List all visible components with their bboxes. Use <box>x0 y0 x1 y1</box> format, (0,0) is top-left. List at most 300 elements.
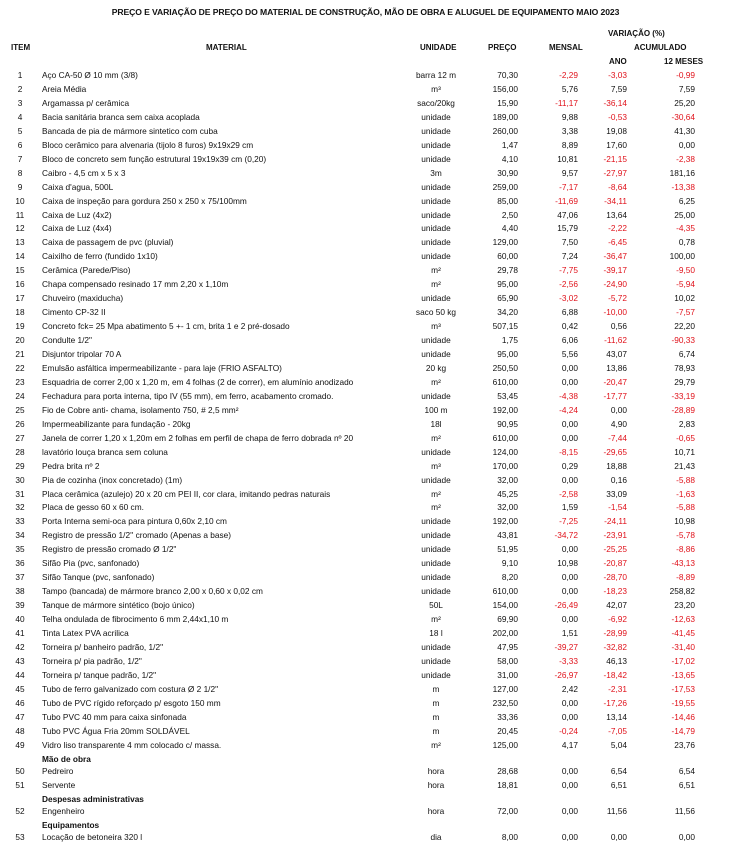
row-change-12-months: -9,50 <box>676 265 695 276</box>
row-price: 31,00 <box>497 669 518 680</box>
row-material: Caixa de Luz (4x2) <box>42 209 112 220</box>
row-change-monthly: 9,57 <box>561 167 578 178</box>
row-change-year: -18,42 <box>603 669 627 680</box>
row-material: Torneira p/ pia padrão, 1/2" <box>42 655 142 666</box>
row-price: 90,95 <box>497 418 518 429</box>
row-unit: 50L <box>429 600 443 611</box>
row-price: 260,00 <box>492 125 518 136</box>
row-change-year: -18,23 <box>603 586 627 597</box>
row-material: Bloco de concreto sem função estrutural 19x19x39 cm (0,20) <box>42 153 267 164</box>
row-change-year: -36,14 <box>603 97 627 108</box>
row-material: Registro de pressão 1/2'' cromado (Apenas a base) <box>42 530 232 541</box>
table-row <box>0 235 731 249</box>
row-change-year: -39,17 <box>603 265 627 276</box>
row-change-year: -6,92 <box>608 614 627 625</box>
row-price: 156,00 <box>492 83 518 94</box>
row-change-12-months: 6,25 <box>678 195 695 206</box>
table-row <box>0 319 731 333</box>
row-change-12-months: -5,94 <box>676 279 695 290</box>
row-material: Caibro - 4,5 cm x 5 x 3 <box>42 167 126 178</box>
table-row <box>0 347 731 361</box>
row-change-12-months: 6,54 <box>678 765 695 776</box>
row-unit: unidade <box>421 544 451 555</box>
report-title: PREÇO E VARIAÇÃO DE PREÇO DO MATERIAL DE CONSTRUÇÃO, MÃO DE OBRA E ALUGUEL DE EQUIPAMENTO MAIO 2023 <box>111 7 620 17</box>
row-price: 69,90 <box>497 614 518 625</box>
row-unit: hora <box>427 779 445 790</box>
section-heading: Despesas administrativas <box>42 793 144 804</box>
section-heading: Equipamentos <box>42 820 100 830</box>
row-change-year: -34,11 <box>604 195 627 206</box>
row-unit: dia <box>430 832 442 843</box>
row-change-monthly: 0,00 <box>561 432 578 443</box>
row-change-12-months: -8,86 <box>676 544 695 555</box>
row-unit: m <box>432 725 440 736</box>
row-item-number: 22 <box>15 362 25 373</box>
row-change-year: 0,00 <box>610 404 627 415</box>
row-material: Telha ondulada de fibrocimento 6 mm 2,44x1,10 m <box>42 614 229 625</box>
table-row <box>0 724 731 738</box>
row-item-number: 49 <box>15 739 25 750</box>
row-material: Pia de cozinha (inox concretado) (1m) <box>42 474 183 485</box>
header-ano: ANO <box>609 57 627 66</box>
row-change-year: -21,15 <box>603 153 627 164</box>
row-change-monthly: 2,42 <box>561 683 578 694</box>
row-change-year: -27,97 <box>603 167 627 178</box>
table-row <box>0 138 731 152</box>
table-row <box>0 778 731 792</box>
row-change-12-months: -13,38 <box>671 181 695 192</box>
row-unit: m² <box>431 432 441 443</box>
table-row <box>0 110 731 124</box>
row-item-number: 38 <box>15 586 25 597</box>
row-change-12-months: -14,79 <box>671 725 695 736</box>
row-unit: m³ <box>431 460 441 471</box>
table-row <box>0 804 731 818</box>
row-change-year: -36,47 <box>603 251 627 262</box>
row-change-monthly: 5,56 <box>561 349 578 359</box>
row-change-12-months: -31,40 <box>671 641 695 652</box>
header-preco: PREÇO <box>488 43 517 52</box>
row-item-number: 30 <box>15 474 25 485</box>
row-change-monthly: 6,06 <box>561 335 578 346</box>
row-price: 85,00 <box>497 195 518 206</box>
row-unit: saco/20kg <box>417 97 455 108</box>
row-change-monthly: 0,42 <box>561 321 578 332</box>
section-heading: Mão de obra <box>42 753 91 764</box>
row-price: 259,00 <box>492 181 518 192</box>
row-change-monthly: 0,00 <box>561 614 578 625</box>
row-change-monthly: -11,17 <box>555 97 578 108</box>
row-price: 47,95 <box>497 641 518 652</box>
row-change-year: -32,82 <box>603 641 627 652</box>
row-change-year: 6,51 <box>610 779 627 790</box>
row-unit: unidade <box>421 669 451 680</box>
row-unit: m <box>432 683 440 694</box>
row-change-12-months: -13,65 <box>671 669 695 680</box>
row-change-monthly: 7,24 <box>561 251 578 262</box>
row-material: Concreto fck= 25 Mpa abatimento 5 +- 1 cm, brita 1 e 2 pré-dosado <box>42 321 290 332</box>
table-row <box>0 514 731 528</box>
row-item-number: 16 <box>15 279 25 290</box>
row-change-year: -10,00 <box>603 307 627 318</box>
row-change-year: 33,09 <box>606 488 627 499</box>
row-material: Aço CA-50 Ø 10 mm (3/8) <box>42 70 138 80</box>
table-row <box>0 487 731 501</box>
table-row <box>0 556 731 570</box>
row-item-number: 24 <box>15 390 25 401</box>
row-unit: m³ <box>431 83 441 94</box>
row-material: Disjuntor tripolar 70 A <box>42 349 122 359</box>
table-row <box>0 403 731 417</box>
table-row <box>0 542 731 556</box>
row-unit: unidade <box>421 516 451 527</box>
row-price: 8,20 <box>501 572 518 583</box>
row-material: Caixa de passagem de pvc (pluvial) <box>42 237 174 248</box>
row-unit: m² <box>431 376 441 387</box>
row-material: Tanque de mármore sintético (bojo único) <box>42 600 195 611</box>
row-change-12-months: -12,63 <box>671 614 695 625</box>
row-material: Placa de gesso 60 x 60 cm. <box>42 502 144 513</box>
row-change-monthly: -26,97 <box>554 669 578 680</box>
row-material: Impermeabilizante para fundação - 20kg <box>42 418 191 429</box>
table-row <box>0 626 731 640</box>
row-item-number: 40 <box>15 614 25 625</box>
row-unit: m² <box>431 279 441 290</box>
row-change-monthly: -2,29 <box>559 70 578 80</box>
header-item: ITEM <box>11 43 31 52</box>
row-item-number: 43 <box>15 655 25 666</box>
table-row <box>0 764 731 778</box>
table-row <box>0 180 731 194</box>
row-change-12-months: 11,56 <box>674 806 695 817</box>
row-change-12-months: 6,74 <box>678 349 695 359</box>
row-change-monthly: -11,69 <box>555 195 578 206</box>
row-change-monthly: 1,59 <box>561 502 578 513</box>
row-change-year: -7,44 <box>608 432 627 443</box>
row-change-12-months: 25,20 <box>674 97 695 108</box>
row-unit: barra 12 m <box>415 70 457 80</box>
table-row <box>0 431 731 445</box>
table-row <box>0 375 731 389</box>
row-material: Cerâmica (Parede/Piso) <box>42 265 131 276</box>
table-row <box>0 738 731 752</box>
row-item-number: 29 <box>15 460 25 471</box>
row-unit: 18l <box>430 418 442 429</box>
row-change-monthly: 10,98 <box>557 558 578 569</box>
row-material: Esquadria de correr 2,00 x 1,20 m, em 4 folhas (2 de correr), em alumínio anodizado <box>42 376 354 387</box>
row-price: 4,40 <box>501 223 518 234</box>
row-change-year: -6,45 <box>608 237 627 248</box>
table-row <box>0 82 731 96</box>
row-price: 507,15 <box>492 321 518 332</box>
row-material: lavatório louça branca sem coluna <box>42 446 168 457</box>
row-change-12-months: 258,82 <box>669 586 695 597</box>
row-price: 170,00 <box>492 460 518 471</box>
row-change-12-months: 78,93 <box>674 362 695 373</box>
row-change-12-months: 181,16 <box>669 167 695 178</box>
row-item-number: 34 <box>15 530 25 541</box>
row-price: 232,50 <box>492 697 518 708</box>
row-change-monthly: 0,00 <box>561 474 578 485</box>
row-price: 20,45 <box>497 725 518 736</box>
table-row <box>0 263 731 277</box>
row-unit: m² <box>431 739 441 750</box>
row-unit: unidade <box>421 195 451 206</box>
row-change-monthly: -26,49 <box>554 600 578 611</box>
table-row <box>0 417 731 431</box>
row-price: 192,00 <box>492 516 518 527</box>
row-item-number: 35 <box>15 544 25 555</box>
table-row <box>0 445 731 459</box>
row-change-year: -23,91 <box>603 530 627 541</box>
table-row <box>0 473 731 487</box>
row-unit: m² <box>431 488 441 499</box>
row-unit: saco 50 kg <box>415 307 457 318</box>
table-row <box>0 654 731 668</box>
row-unit: hora <box>427 765 445 776</box>
row-change-12-months: -4,35 <box>676 223 695 234</box>
row-material: Caixilho de ferro (fundido 1x10) <box>42 251 158 262</box>
table-row <box>0 68 731 82</box>
row-change-year: -24,11 <box>604 516 627 527</box>
row-change-12-months: -5,88 <box>676 474 695 485</box>
table-row <box>0 612 731 626</box>
row-item-number: 17 <box>15 293 25 304</box>
table-row <box>0 668 731 682</box>
row-material: Sifão Pia (pvc, sanfonado) <box>42 558 140 569</box>
row-change-12-months: -30,64 <box>671 111 695 122</box>
header-mensal: MENSAL <box>549 43 583 52</box>
row-change-monthly: 6,88 <box>561 307 578 318</box>
row-price: 154,00 <box>492 600 518 611</box>
row-material: Caixa de inspeção para gordura 250 x 250 x 75/100mm <box>42 195 247 206</box>
header-material: MATERIAL <box>206 43 247 52</box>
row-change-12-months: -43,13 <box>671 558 695 569</box>
row-unit: 3m <box>430 167 442 178</box>
row-unit: 100 m <box>424 404 448 415</box>
row-change-12-months: 10,98 <box>674 516 695 527</box>
table-row <box>0 305 731 319</box>
row-change-year: -2,31 <box>608 683 627 694</box>
row-item-number: 41 <box>15 628 25 638</box>
row-unit: unidade <box>421 446 451 457</box>
table-row <box>0 249 731 263</box>
row-unit: unidade <box>421 641 451 652</box>
row-item-number: 48 <box>15 725 25 736</box>
row-price: 15,90 <box>497 97 518 108</box>
row-change-12-months: -28,89 <box>671 404 695 415</box>
row-material: Placa cerâmica (azulejo) 20 x 20 cm PEI II, cor clara, imitando pedras naturais <box>42 488 331 499</box>
table-row <box>0 570 731 584</box>
row-change-monthly: 15,79 <box>557 223 578 234</box>
table-row <box>0 682 731 696</box>
table-row <box>0 277 731 291</box>
row-material: Chapa compensado resinado 17 mm 2,20 x 1,10m <box>42 279 229 290</box>
row-change-year: 0,16 <box>610 474 627 485</box>
row-change-monthly: 0,00 <box>561 832 578 843</box>
row-item-number: 31 <box>15 488 25 499</box>
row-change-year: 7,59 <box>610 83 627 94</box>
row-unit: unidade <box>421 223 451 234</box>
row-change-year: -5,72 <box>608 293 627 304</box>
row-change-12-months: -17,53 <box>671 683 695 694</box>
row-change-12-months: -7,57 <box>676 307 695 318</box>
row-change-12-months: -5,78 <box>676 530 695 541</box>
row-change-monthly: 0,00 <box>561 572 578 583</box>
row-unit: hora <box>427 806 445 817</box>
row-item-number: 25 <box>15 404 25 415</box>
row-change-monthly: 0,00 <box>561 806 578 817</box>
row-item-number: 50 <box>15 765 25 776</box>
row-change-monthly: -7,25 <box>559 516 578 527</box>
row-change-monthly: -2,56 <box>559 279 578 290</box>
table-row <box>0 528 731 542</box>
row-item-number: 42 <box>15 641 25 652</box>
row-item-number: 4 <box>17 111 23 122</box>
row-material: Sifão Tanque (pvc, sanfonado) <box>42 572 155 583</box>
row-change-year: -0,53 <box>608 111 627 122</box>
table-row <box>0 221 731 235</box>
row-material: Bancada de pia de mármore sintetico com cuba <box>42 125 218 136</box>
row-item-number: 7 <box>17 153 23 164</box>
row-material: Bloco cerâmico para alvenaria (tijolo 8 furos) 9x19x29 cm <box>42 139 254 150</box>
row-item-number: 14 <box>15 251 25 262</box>
row-item-number: 46 <box>15 697 25 708</box>
row-price: 53,45 <box>497 390 518 401</box>
row-change-year: 18,88 <box>606 460 627 471</box>
row-price: 60,00 <box>497 251 518 262</box>
row-change-12-months: 0,00 <box>678 139 695 150</box>
row-change-monthly: -4,24 <box>559 404 578 415</box>
row-item-number: 5 <box>17 125 23 136</box>
row-material: Caixa d'agua, 500L <box>42 181 114 192</box>
row-change-monthly: -7,75 <box>559 265 578 276</box>
row-change-12-months: -1,63 <box>676 488 695 499</box>
row-unit: unidade <box>421 125 451 136</box>
row-material: Tampo (bancada) de mármore branco 2,00 x 0,60 x 0,02 cm <box>42 586 263 597</box>
row-change-year: 19,08 <box>606 125 627 136</box>
row-change-year: 13,14 <box>606 711 627 722</box>
table-row <box>0 124 731 138</box>
row-change-year: -17,26 <box>603 697 627 708</box>
row-change-12-months: 41,30 <box>674 125 695 136</box>
row-change-monthly: -3,33 <box>559 655 578 666</box>
row-change-year: 17,60 <box>606 139 627 150</box>
row-price: 70,30 <box>497 70 518 80</box>
row-material: Tubo de PVC rígido reforçado p/ esgoto 150 mm <box>42 697 221 708</box>
table-row <box>0 500 731 514</box>
row-price: 30,90 <box>497 167 518 178</box>
row-material: Condulte 1/2" <box>42 335 92 346</box>
row-unit: 18 l <box>429 628 443 638</box>
row-change-12-months: 22,20 <box>674 321 695 332</box>
row-material: Emulsão asfáltica impermeabilizante - para laje (FRIO ASFALTO) <box>42 362 282 373</box>
row-item-number: 12 <box>15 223 25 234</box>
row-change-12-months: 23,20 <box>674 600 695 611</box>
table-row <box>0 361 731 375</box>
row-unit: unidade <box>421 251 451 262</box>
row-unit: unidade <box>421 474 451 485</box>
row-unit: unidade <box>421 572 451 583</box>
row-unit: unidade <box>421 586 451 597</box>
row-price: 72,00 <box>497 806 518 817</box>
row-change-12-months: -19,55 <box>671 697 695 708</box>
row-item-number: 3 <box>17 97 23 108</box>
row-change-year: 6,54 <box>610 765 627 776</box>
row-change-12-months: 10,71 <box>674 446 695 457</box>
row-price: 32,00 <box>497 474 518 485</box>
row-change-12-months: -14,46 <box>671 711 695 722</box>
row-change-monthly: 0,00 <box>561 765 578 776</box>
row-change-12-months: 2,83 <box>678 418 695 429</box>
row-item-number: 9 <box>17 181 23 192</box>
table-row <box>0 459 731 473</box>
row-change-year: 43,07 <box>606 349 627 359</box>
row-unit: unidade <box>421 655 451 666</box>
row-material: Fio de Cobre anti- chama, isolamento 750, # 2,5 mm² <box>42 404 239 415</box>
row-material: Pedreiro <box>42 765 74 776</box>
row-material: Fechadura para porta interna, tipo IV (55 mm), em ferro, acabamento cromado. <box>42 390 334 401</box>
row-change-monthly: -0,24 <box>559 725 578 736</box>
table-row <box>0 96 731 110</box>
row-material: Tubo PVC Água Fria 20mm SOLDÁVEL <box>42 725 190 736</box>
header-unidade: UNIDADE <box>420 43 457 52</box>
header-variacao: VARIAÇÃO (%) <box>608 29 665 38</box>
row-unit: 20 kg <box>425 362 447 373</box>
row-item-number: 28 <box>15 446 25 457</box>
row-change-year: -24,90 <box>603 279 627 290</box>
row-price: 95,00 <box>497 279 518 290</box>
table-row <box>0 830 731 844</box>
row-unit: unidade <box>421 139 451 150</box>
row-change-year: -2,22 <box>608 223 627 234</box>
row-change-year: -20,87 <box>603 558 627 569</box>
row-change-monthly: 1,51 <box>561 628 578 638</box>
row-item-number: 21 <box>15 349 25 359</box>
row-unit: unidade <box>421 209 451 220</box>
row-price: 189,00 <box>492 111 518 122</box>
row-change-year: -8,64 <box>608 181 627 192</box>
row-item-number: 53 <box>15 832 25 843</box>
row-change-monthly: 0,29 <box>561 460 578 471</box>
row-price: 33,36 <box>497 711 518 722</box>
row-unit: unidade <box>421 530 451 541</box>
row-price: 45,25 <box>497 488 518 499</box>
row-unit: m <box>432 711 440 722</box>
row-change-12-months: -8,89 <box>676 572 695 583</box>
row-material: Torneira p/ tanque padrão, 1/2" <box>42 669 157 680</box>
row-change-monthly: 0,00 <box>561 711 578 722</box>
row-price: 129,00 <box>492 237 518 248</box>
row-item-number: 20 <box>15 335 25 346</box>
row-change-year: -17,77 <box>603 390 627 401</box>
row-item-number: 15 <box>15 265 25 276</box>
row-unit: unidade <box>421 293 451 304</box>
row-unit: unidade <box>421 390 451 401</box>
row-price: 51,95 <box>497 544 518 555</box>
row-unit: unidade <box>421 111 451 122</box>
row-change-monthly: 3,38 <box>561 125 578 136</box>
row-price: 58,00 <box>497 655 518 666</box>
row-price: 610,00 <box>492 376 518 387</box>
row-item-number: 27 <box>15 432 25 443</box>
row-item-number: 47 <box>15 711 25 722</box>
row-item-number: 19 <box>15 321 25 332</box>
row-change-monthly: -39,27 <box>554 641 578 652</box>
row-change-monthly: 47,06 <box>557 209 578 220</box>
row-unit: m² <box>431 265 441 276</box>
row-item-number: 45 <box>15 683 25 694</box>
